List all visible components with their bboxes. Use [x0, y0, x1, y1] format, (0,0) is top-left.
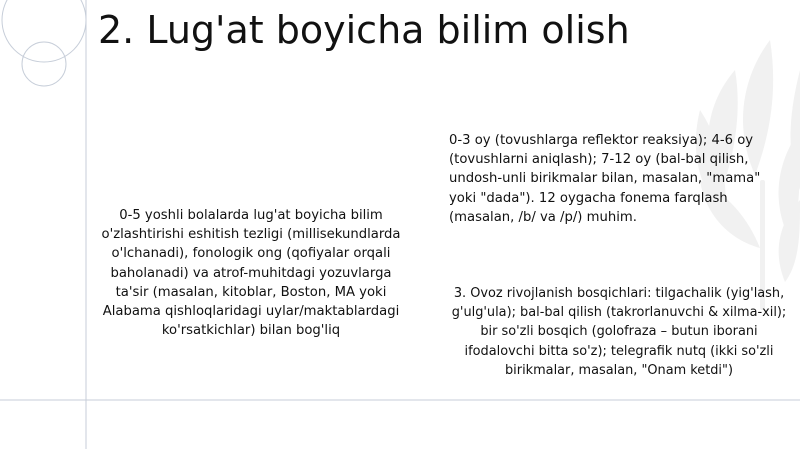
slide-title: 2. Lug'at boyicha bilim olish	[98, 8, 630, 52]
right-bottom-text-block: 3. Ovoz rivojlanish bosqichlari: tilgachalik (yig'lash, g'ulg'ula); bal-bal qilish (takrorlanuvchi & xilma-xil); bir so'zli bosqich (golofraza – butun iborani ifodalovchi bitta so'z); telegrafik nutq (ikki so'zli birikmalar, masalan, "Onam ketdi")	[451, 286, 787, 378]
left-text-block: 0-5 yoshli bolalarda lug'at boyicha bilim o'zlashtirishi eshitish tezligi (millisekundlarda o'lchanadi), fonologik ong (qofiyalar orqali baholanadi) va atrof-muhitdagi yozuvlarga ta'sir (masalan, kitoblar, Boston, MA yoki Alabama qishloqlaridagi uylar/maktablardagi ko'rsatkichlar) bilan bog'liq	[101, 208, 401, 339]
right-top-text-block: 0-3 oy (tovushlarga reflektor reaksiya); 4-6 oy (tovushlarni aniqlash); 7-12 oy (bal-bal qilish, undosh-unli birikmalar bilan, masalan, "mama" yoki "dada"). 12 oygacha fonema farqlash (masalan, /b/ va /p/) muhim.	[449, 133, 761, 225]
